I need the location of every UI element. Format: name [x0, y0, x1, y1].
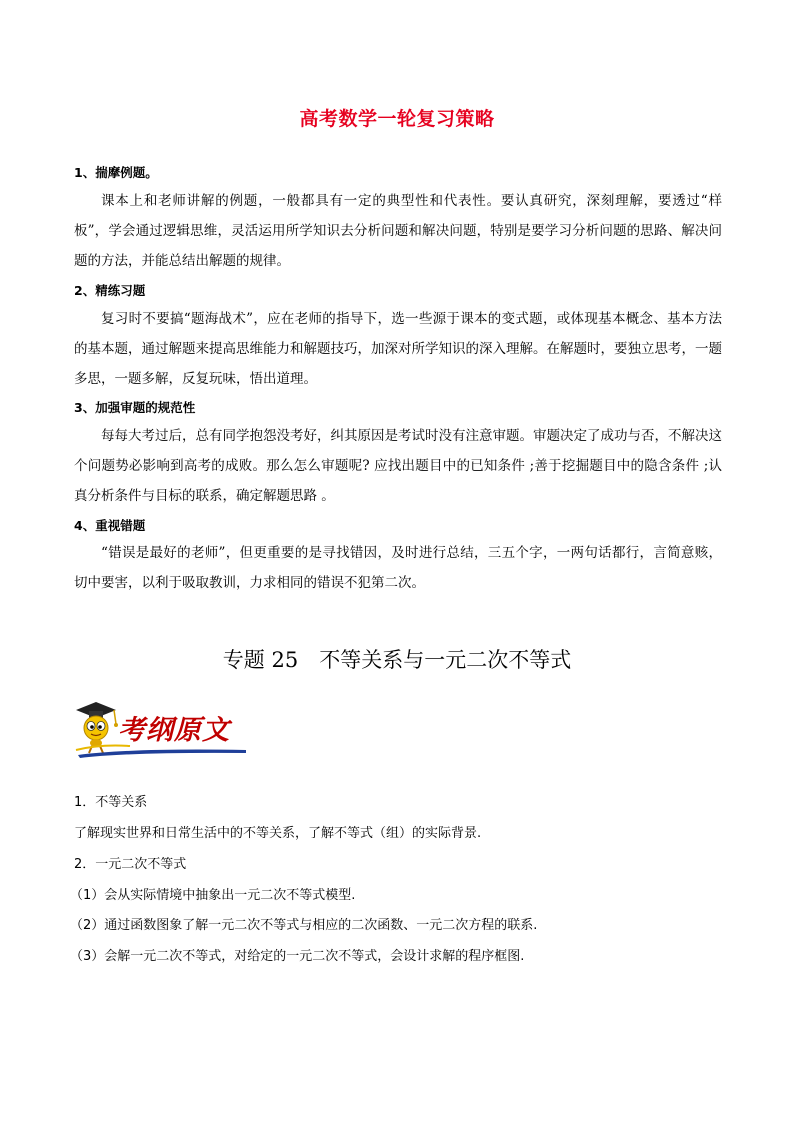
strategy-paragraph-1: 课本上和老师讲解的例题，一般都具有一定的典型性和代表性。要认真研究，深刻理解，要透过“样板”，学会通过逻辑思维，灵活运用所学知识去分析问题和解决问题，特别是要学习分析问题的思路、解决问题的方法，并能总结出解题的规律。: [74, 193, 722, 269]
strategy-heading-3: 3、加强审题的规范性: [74, 400, 196, 415]
graduate-cartoon-icon: [70, 698, 250, 760]
topic-title: 专题 25 不等关系与一元二次不等式: [222, 648, 572, 672]
strategy-heading-2: 2、精练习题: [74, 283, 146, 298]
strategy-paragraph-4: “错误是最好的老师”，但更重要的是寻找错因，及时进行总结，三五个字，一两句话都行，言简意赅，切中要害，以利于吸取教训，力求相同的错误不犯第二次。: [74, 545, 722, 591]
syllabus-item-1-title: 1．不等关系: [74, 795, 148, 810]
syllabus-sub-2: （2）通过函数图象了解一元二次不等式与相应的二次函数、一元二次方程的联系.: [70, 918, 538, 933]
syllabus-item-2-title: 2．一元二次不等式: [74, 857, 187, 872]
syllabus-item-1-text: 了解现实世界和日常生活中的不等关系，了解不等式（组）的实际背景.: [74, 826, 482, 841]
page-title: 高考数学一轮复习策略: [299, 108, 495, 130]
strategy-heading-4: 4、重视错题: [74, 518, 146, 533]
strategy-heading-1: 1、揣摩例题。: [74, 165, 158, 180]
syllabus-banner: [70, 698, 250, 760]
banner-text: 考纲原文: [118, 715, 230, 746]
syllabus-sub-1: （1）会从实际情境中抽象出一元二次不等式模型.: [70, 888, 356, 903]
strategy-paragraph-2: 复习时不要搞“题海战术”，应在老师的指导下，选一些源于课本的变式题，或体现基本概念、基本方法的基本题，通过解题来提高思维能力和解题技巧，加深对所学知识的深入理解。在解题时，要独立思考，一题多思，一题多解，反复玩味，悟出道理。: [74, 311, 722, 387]
syllabus-sub-3: （3）会解一元二次不等式，对给定的一元二次不等式，会设计求解的程序框图.: [70, 949, 525, 964]
strategy-paragraph-3: 每每大考过后，总有同学抱怨没考好，纠其原因是考试时没有注意审题。审题决定了成功与否，不解决这个问题势必影响到高考的成败。那么怎么审题呢? 应找出题目中的已知条件 ;善于挖掘题目中的隐含条件 ;认真分析条件与目标的联系，确定解题思路 。: [74, 428, 722, 504]
